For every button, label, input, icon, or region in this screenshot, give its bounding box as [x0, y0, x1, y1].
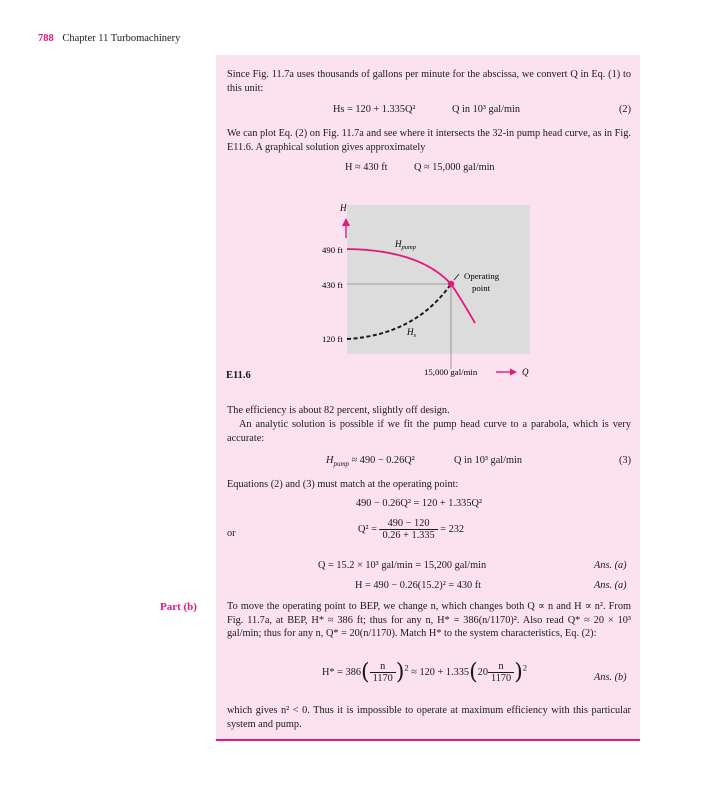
equation-match: 490 − 0.26Q² = 120 + 1.335Q²: [356, 498, 482, 509]
figure-label: E11.6: [226, 370, 251, 381]
equation-2-rhs: Q in 10³ gal/min: [452, 104, 521, 115]
approx-head: H ≈ 430 ft: [345, 162, 388, 173]
system-subscript: s: [413, 332, 417, 339]
eq-b-frac-2: $\frac{n}{1170}$: [488, 661, 514, 684]
paragraph-plot: We can plot Eq. (2) on Fig. 11.7a and see where it intersects the 32-in pump head curve, as in Fig. E11.6. A graphical solution gives approximately: [227, 128, 631, 153]
approx-flow: Q ≈ 15,000 gal/min: [414, 162, 495, 173]
paragraph-convert: Since Fig. 11.7a uses thousands of gallons per minute for the abscissa, we convert Q in Eq. (1) to this unit:: [227, 69, 631, 94]
paragraph-match: Equations (2) and (3) must match at the operating point:: [227, 479, 459, 490]
paragraph-part-b: To move the operating point to BEP, we change n, which changes both Q ∝ n and H ∝ n². From Fig. 11.7a, at BEP, H* ≈ 386 ft; thus for any n, H* = 386(n/1170)². Also read Q* ≈ 20 × 10³ gal/min; thus for any n, Q* = 20(n/1170). Match H* to the system characteristics, Eq. (2):: [227, 601, 631, 640]
system-curve-label: $H_s$: [407, 327, 417, 339]
operating-label-1: Operating: [464, 271, 500, 281]
figure-background: [347, 205, 530, 354]
eq-b-coef: 20: [477, 666, 488, 678]
pump-subscript: pump: [401, 244, 416, 251]
page-header: [38, 33, 180, 44]
tick-490: 490 ft: [322, 245, 343, 255]
operating-label-2: point: [472, 283, 491, 293]
equation-3-number: (3): [619, 455, 632, 466]
paragraph-analytic: An analytic solution is possible if we fit the pump head curve to a parabola, which is very accurate:: [227, 419, 631, 444]
answer-q-label: Ans. (a): [594, 560, 627, 571]
y-axis-label: H: [340, 203, 347, 213]
equation-2-number: (2): [619, 104, 632, 115]
eq-b-lhs: H* = 386: [322, 666, 361, 678]
figure-e11-6: [300, 195, 560, 385]
part-b-label: Part (b): [160, 601, 197, 613]
x-arrow-head: [510, 369, 517, 376]
q2-fraction: [379, 518, 437, 541]
q2-rhs: = 232: [440, 523, 465, 535]
equation-q-squared: [358, 518, 464, 541]
panel-bottom-rule: [216, 739, 640, 741]
chapter-title: Chapter 11 Turbomachinery: [62, 33, 181, 44]
equation-b: H* = 386( $\frac{n}{1170}$ )$^2$ ≈ 120 + 1.335(20 $\frac{n}{1170}$ )$^2$: [322, 660, 528, 685]
q2-numerator: 490 − 120: [379, 518, 437, 530]
answer-b-label: Ans. (b): [594, 672, 627, 683]
equation-3-rhs: Q in 10³ gal/min: [454, 455, 523, 466]
tick-120: 120 ft: [322, 334, 343, 344]
q2-lhs: Q² =: [358, 523, 377, 535]
page-number: 788: [38, 33, 54, 44]
eq-b-frac-1: $\frac{n}{1170}$: [370, 661, 396, 684]
tick-430: 430 ft: [322, 280, 343, 290]
pump-curve-label: $H_{pump}$: [395, 239, 416, 251]
eq-b-mid: ≈ 120 + 1.335: [411, 666, 470, 678]
equation-2-lhs: Hs = 120 + 1.335Q²: [333, 104, 416, 115]
x-tick-15000: 15,000 gal/min: [424, 367, 478, 377]
x-axis-label: Q: [522, 367, 529, 377]
equation-3-lhs: $H_{pump} \approx 490 - 0.26Q^2$: [326, 455, 415, 469]
or-label: or: [227, 528, 236, 539]
paragraph-efficiency: The efficiency is about 82 percent, slightly off design.: [227, 405, 450, 416]
q2-denominator: 0.26 + 1.335: [382, 530, 435, 541]
operating-point-marker: [448, 281, 454, 287]
answer-h-label: Ans. (a): [594, 580, 627, 591]
answer-h: H = 490 − 0.26(15.2)² = 430 ft: [355, 580, 482, 591]
answer-q: Q = 15.2 × 10³ gal/min = 15,200 gal/min: [318, 560, 487, 571]
paragraph-conclusion: which gives n² < 0. Thus it is impossible to operate at maximum efficiency with this particular system and pump.: [227, 705, 631, 730]
equation-3-body: ≈ 490 − 0.26Q²: [351, 455, 415, 466]
